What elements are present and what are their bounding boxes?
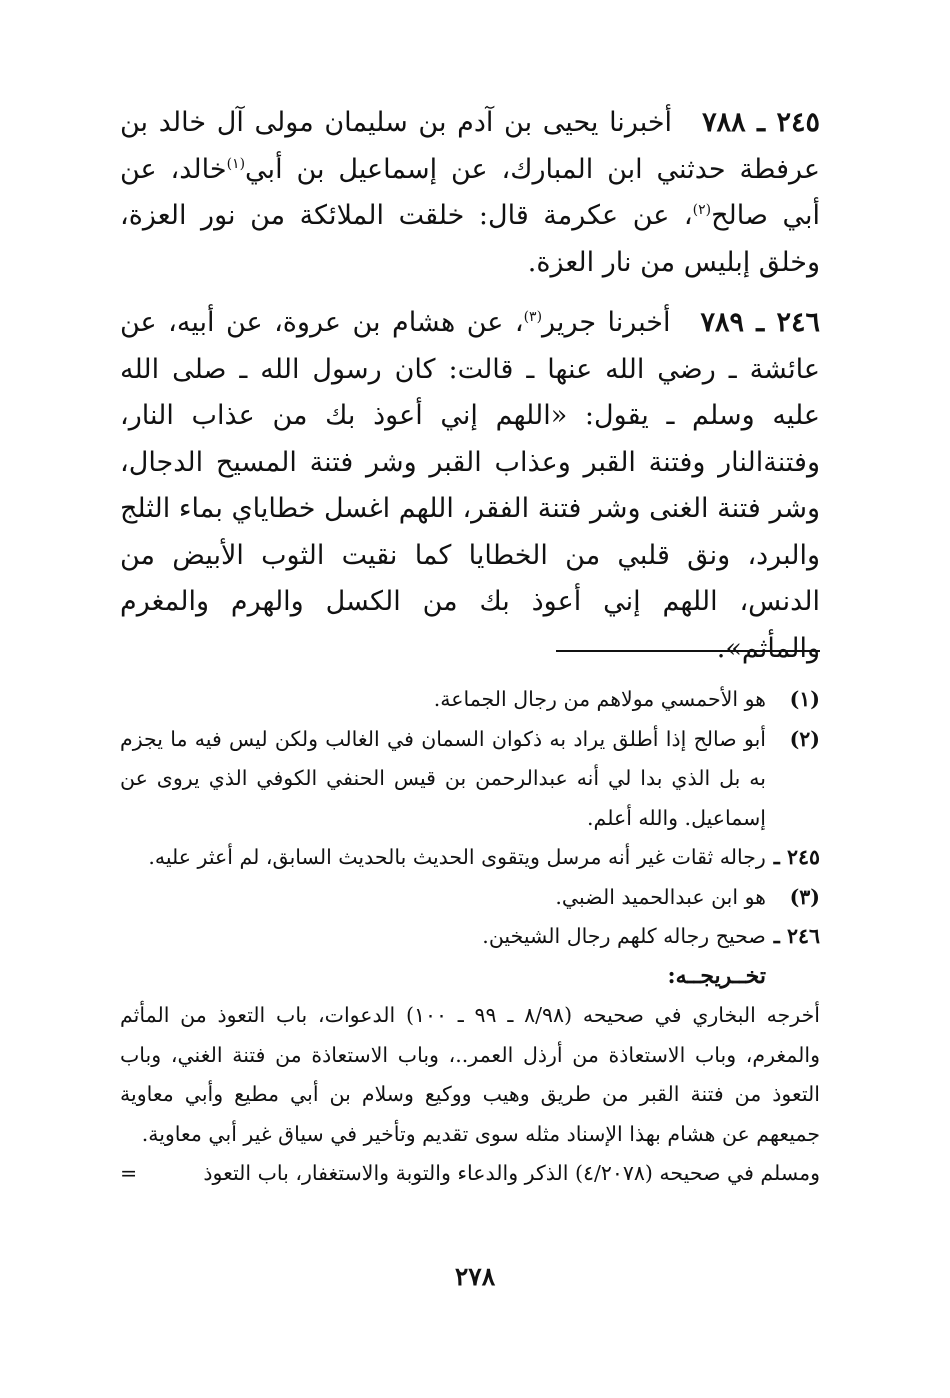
page-number: ٢٧٨ bbox=[454, 1262, 496, 1291]
footnote-text: رجاله ثقات غير أنه مرسل ويتقوى الحديث بالحديث السابق، لم أعثر عليه. bbox=[148, 845, 766, 869]
takhrij-paragraph: أخرجه البخاري في صحيحه (٨/٩٨ ـ ٩٩ ـ ١٠٠) الدعوات، باب التعوذ من المأثم والمغرم، وباب الاستعاذة من أرذل العمر..، وباب الاستعاذة من فتنة الغني، وباب التعوذ من فتنة القبر من طريق وهيب ووكيع وسلام بن أبي مطيع وأبي معاوية جميعهم عن هشام بهذا الإسناد مثله سوى تقديم وتأخير في سياق غير أبي معاوية. bbox=[120, 1003, 820, 1146]
takhrij-paragraph-continued bbox=[120, 1154, 820, 1194]
footnote-text: صحيح رجاله كلهم رجال الشيخين. bbox=[482, 924, 766, 948]
footnote-2 bbox=[120, 720, 820, 839]
footnote-text: أبو صالح إذا أطلق يراد به ذكوان السمان في الغالب ولكن ليس فيه ما يجزم به بل الذي بدا لي أنه عبدالرحمن بن قيس الحنفي الكوفي الذي يروى عن إسماعيل. والله أعلم. bbox=[120, 726, 766, 830]
footnote-label: (١) bbox=[789, 687, 820, 711]
footnote-label: ٢٤٦ ـ bbox=[773, 924, 820, 948]
footnote-ref[interactable]: (١) bbox=[226, 155, 246, 172]
takhrij-heading: تخــريجــه: bbox=[667, 962, 766, 989]
footnote-text: هو الأحمسي مولاهم من رجال الجماعة. bbox=[433, 687, 766, 711]
main-text bbox=[120, 100, 820, 686]
hadith-text: ، عن عكرمة قال: خلقت الملائكة من نور العزة، وخلق إبليس من نار العزة. bbox=[120, 200, 820, 278]
footnote-246 bbox=[120, 917, 820, 957]
hadith-text: ، عن هشام بن عروة، عن أبيه، عن عائشة ـ رضي الله عنها ـ قالت: كان رسول الله ـ صلى الله عليه وسلم ـ يقول: «اللهم إني أعوذ بك من عذاب النار، وفتنةالنار وفتنة القبر وعذاب القبر وشر فتنة المسيح الدجال، وشر فتنة الغنى وشر فتنة الفقر، اللهم اغسل خطاياي بماء الثلج والبرد، ونق قلبي من الخطايا كما نقيت الثوب الأبيض من الدنس، اللهم إني أعوذ بك من الكسل والهرم والمغرم والمأثم». bbox=[120, 307, 820, 664]
footnote-ref[interactable]: (٢) bbox=[692, 202, 712, 218]
hadith-text: خالد، عن أبي صالح bbox=[120, 153, 820, 231]
footnote-label: ٢٤٥ ـ bbox=[773, 845, 820, 869]
hadith-text: أخبرنا يحيى بن آدم بن سليمان مولى آل خالد بن عرفطة حدثني ابن المبارك، عن إسماعيل بن أبي bbox=[120, 107, 820, 185]
hadith-789 bbox=[120, 300, 820, 672]
footnotes bbox=[120, 680, 820, 1194]
hadith-text: أخبرنا جرير bbox=[542, 307, 671, 338]
footnote-label: (٣) bbox=[789, 884, 820, 909]
footnote-3 bbox=[120, 878, 820, 918]
hadith-number: ٢٤٥ ـ ٧٨٨ bbox=[702, 107, 820, 138]
hadith-number: ٢٤٦ ـ ٧٨٩ bbox=[700, 307, 820, 338]
footnote-separator bbox=[556, 650, 820, 652]
footnote-ref[interactable]: (٣) bbox=[523, 309, 543, 325]
continuation-mark: = bbox=[120, 1161, 138, 1185]
takhrij-text: ومسلم في صحيحه (٤/٢٠٧٨) الذكر والدعاء والتوبة والاستغفار، باب التعوذ bbox=[203, 1161, 820, 1185]
footnote-1 bbox=[120, 680, 820, 720]
footnote-text: هو ابن عبدالحميد الضبي. bbox=[555, 884, 766, 909]
footnote-245 bbox=[120, 838, 820, 878]
hadith-788 bbox=[120, 100, 820, 286]
footnote-label: (٢) bbox=[789, 726, 820, 751]
